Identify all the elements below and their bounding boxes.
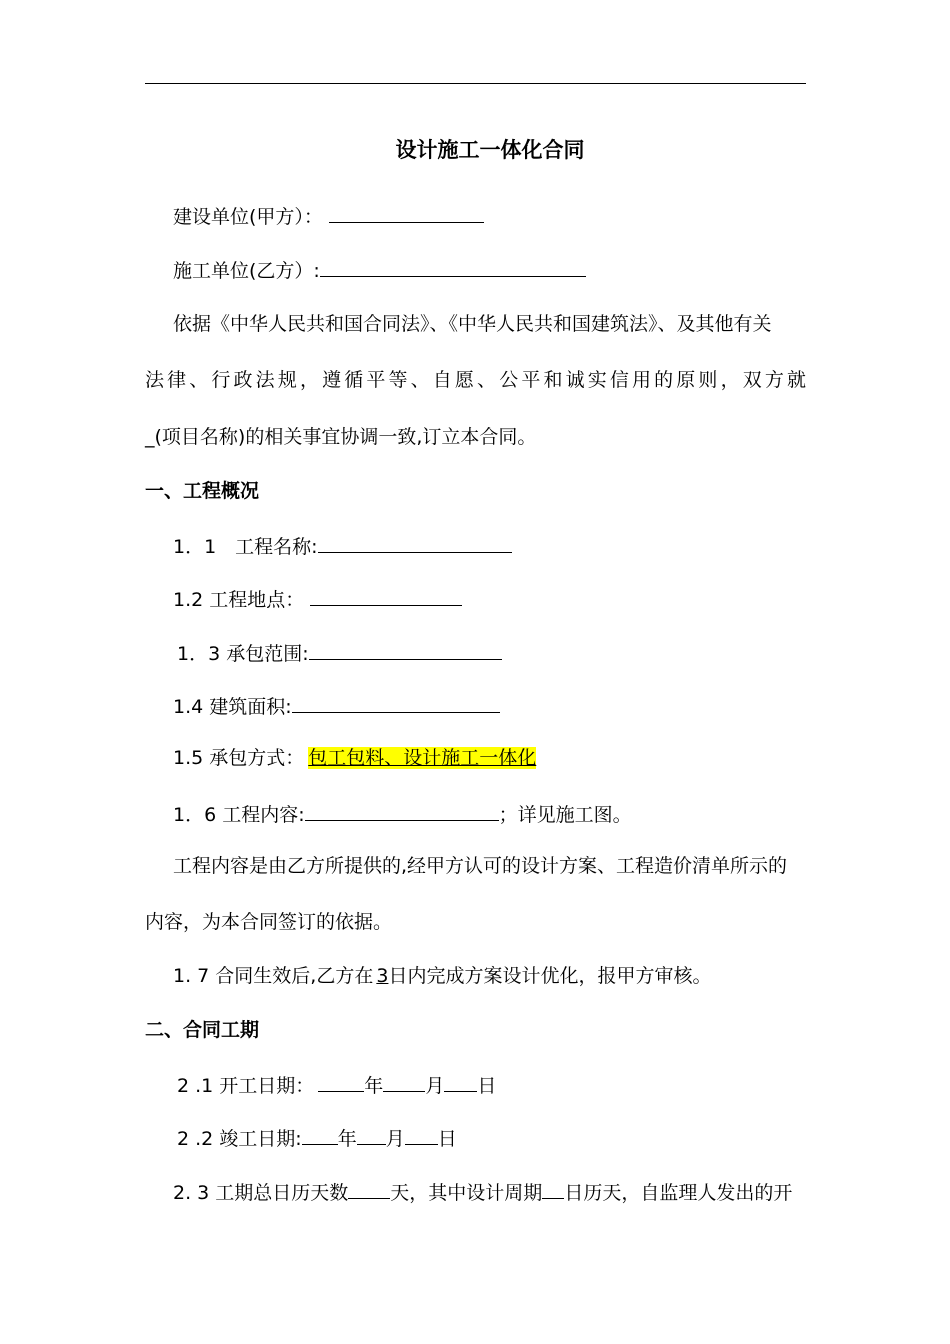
party-b-line xyxy=(173,257,586,283)
item-1-5-label: 1.5 承包方式： xyxy=(173,747,305,769)
item-1-3 xyxy=(177,640,502,666)
year-char: 年 xyxy=(337,1128,357,1150)
item-1-1-label: 1．1 工程名称: xyxy=(173,536,318,558)
item-1-5 xyxy=(173,746,536,770)
item-1-2 xyxy=(173,586,462,612)
intro-line-1: 依据《中华人民共和国合同法》、《中华人民共和国建筑法》、及其他有关 xyxy=(173,313,772,335)
project-content-blank[interactable] xyxy=(305,801,499,821)
contract-method-value: 包工包料、设计施工一体化 xyxy=(308,747,537,769)
item-2-3-b: 天，其中设计周期 xyxy=(390,1182,543,1204)
design-days-blank[interactable] xyxy=(542,1179,564,1199)
item-2-1-label: 2 .1 开工日期： xyxy=(177,1075,315,1097)
party-b-blank[interactable] xyxy=(320,257,586,277)
start-year-blank[interactable] xyxy=(318,1072,364,1092)
document-title: 设计施工一体化合同 xyxy=(395,138,585,162)
party-a-label: 建设单位(甲方）： xyxy=(173,206,323,228)
party-b-label: 施工单位(乙方）: xyxy=(173,260,320,282)
item-1-4 xyxy=(173,693,500,719)
item-2-3-a: 2. 3 工期总日历天数 xyxy=(173,1182,349,1204)
start-month-blank[interactable] xyxy=(383,1072,425,1092)
section-2-heading: 二、合同工期 xyxy=(145,1019,260,1041)
item-2-2 xyxy=(177,1125,457,1151)
item-1-6 xyxy=(173,801,632,827)
end-month-blank[interactable] xyxy=(357,1125,386,1145)
item-2-3-c: 日历天，自监理人发出的开 xyxy=(564,1182,793,1204)
total-days-blank[interactable] xyxy=(348,1179,390,1199)
item-1-7 xyxy=(173,964,711,988)
item-1-1 xyxy=(173,533,512,559)
item-1-7-pre: 1. 7 合同生效后,乙方在 xyxy=(173,965,374,987)
item-1-3-label: 1．3 承包范围: xyxy=(177,643,309,665)
end-day-blank[interactable] xyxy=(405,1125,438,1145)
item-1-7-days: 3 xyxy=(376,965,389,987)
intro-line-3: _(项目名称)的相关事宜协调一致,订立本合同。 xyxy=(145,426,537,448)
contract-scope-blank[interactable] xyxy=(309,640,502,660)
intro-line-2: 法律、行政法规，遵循平等、自愿、公平和诚实信用的原则，双方就 xyxy=(145,369,806,391)
content-para-line-2: 内容，为本合同签订的依据。 xyxy=(145,911,393,933)
item-1-4-label: 1.4 建筑面积: xyxy=(173,696,292,718)
year-char: 年 xyxy=(364,1075,384,1097)
header-rule xyxy=(145,83,806,84)
start-day-blank[interactable] xyxy=(444,1072,477,1092)
project-location-blank[interactable] xyxy=(310,586,462,606)
content-para-line-1: 工程内容是由乙方所提供的,经甲方认可的设计方案、工程造价清单所示的 xyxy=(173,855,788,877)
section-1-heading: 一、工程概况 xyxy=(145,480,260,502)
day-char: 日 xyxy=(477,1075,497,1097)
day-char: 日 xyxy=(437,1128,457,1150)
item-1-6-suffix: ；详见施工图。 xyxy=(498,804,632,826)
party-a-line xyxy=(173,203,484,229)
item-1-7-post: 日内完成方案设计优化，报甲方审核。 xyxy=(388,965,712,987)
item-2-2-label: 2 .2 竣工日期: xyxy=(177,1128,302,1150)
month-char: 月 xyxy=(385,1128,405,1150)
end-year-blank[interactable] xyxy=(302,1125,338,1145)
month-char: 月 xyxy=(425,1075,445,1097)
item-1-6-label: 1．6 工程内容: xyxy=(173,804,305,826)
item-2-3 xyxy=(173,1179,792,1205)
project-name-blank[interactable] xyxy=(318,533,512,553)
party-a-blank[interactable] xyxy=(329,203,484,223)
item-1-2-label: 1.2 工程地点： xyxy=(173,589,305,611)
building-area-blank[interactable] xyxy=(292,693,500,713)
item-2-1 xyxy=(177,1072,496,1098)
